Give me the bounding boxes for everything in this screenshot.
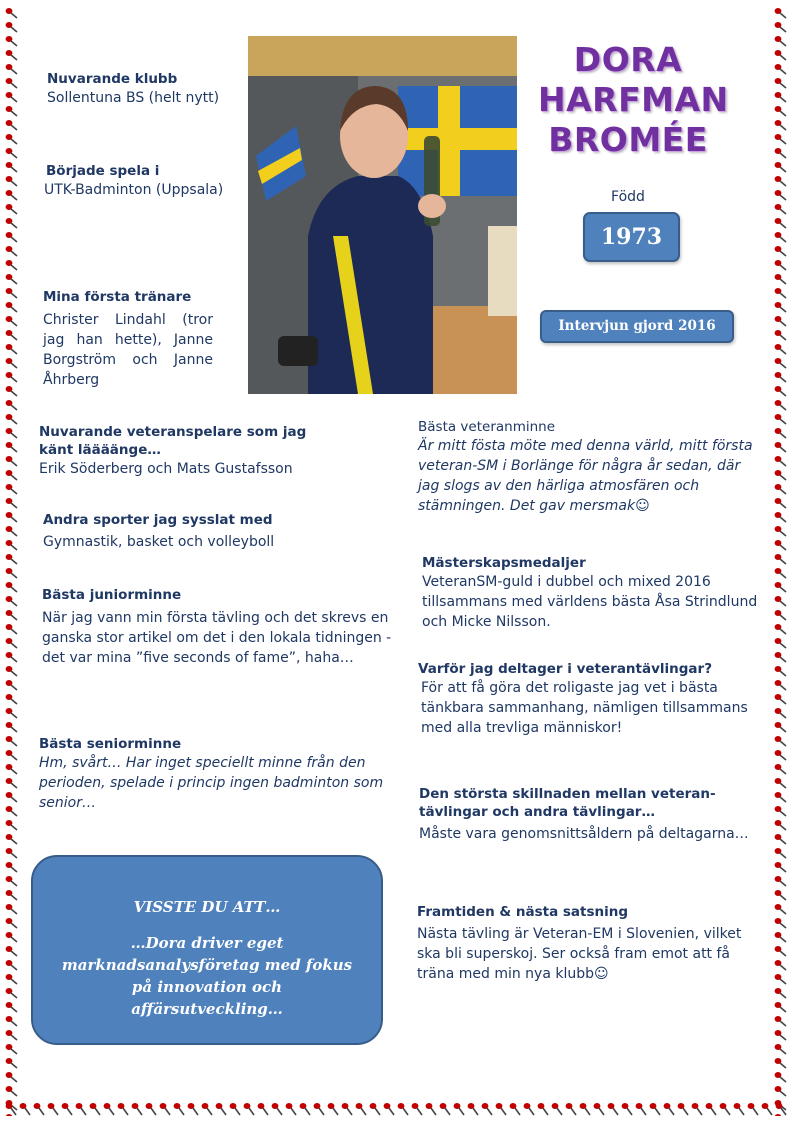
section-started: [46, 162, 226, 200]
section-junior-memory: [42, 586, 392, 668]
person-name: [538, 40, 729, 160]
section-current-club: [47, 70, 227, 108]
section-heading: Framtiden & nästa satsning: [417, 904, 629, 920]
did-you-know-text: …Dora driver eget marknadsanalysföretag med fokus på innovation och affärsutveckling…: [61, 934, 353, 1018]
section-text: UTK-Badminton (Uppsala): [44, 182, 224, 198]
did-you-know-box: [31, 855, 383, 1045]
section-future: [417, 903, 762, 984]
section-text: Sollentuna BS (helt nytt): [47, 90, 220, 106]
section-heading: Mästerskapsmedaljer: [422, 555, 586, 571]
section-why-veteran: [418, 660, 763, 738]
section-text: När jag vann min första tävling och det skrevs en ganska stor artikel om det i den lokala tidningen - det var mina ”five seconds of fame”, haha…: [42, 610, 392, 666]
section-heading: Bästa veteranminne: [418, 419, 556, 435]
section-other-sports: [43, 511, 343, 552]
birth-year-badge: 1973: [583, 212, 680, 262]
section-medals: [422, 554, 767, 632]
section-text: Är mitt fösta möte med denna värld, mitt första veteran-SM i Borlänge för några år sedan, där jag slogs av den härliga atmosfären och stämningen. Det gav mersmak☺: [418, 438, 753, 514]
section-senior-memory: [39, 735, 389, 813]
name-line-3: BROMÉE: [548, 120, 708, 159]
section-text: Hm, svårt… Har inget speciellt minne från den perioden, spelade i princip ingen badminton som senior…: [39, 755, 384, 811]
section-heading: Den största skillnaden mellan veteran-tävlingar och andra tävlingar…: [419, 786, 716, 820]
section-heading: Varför jag deltager i veterantävlingar?: [418, 661, 713, 677]
section-text: Christer Lindahl (tror jag han hette), Janne Borgström och Janne Åhrberg: [43, 312, 213, 388]
section-heading: Andra sporter jag sysslat med: [43, 512, 273, 528]
did-you-know-title: VISSTE DU ATT…: [133, 898, 281, 916]
interview-date-badge: Intervjun gjord 2016: [540, 310, 734, 343]
name-line-1: DORA: [573, 40, 683, 79]
racket-border-left-icon: [4, 6, 20, 1116]
section-text: VeteranSM-guld i dubbel och mixed 2016 tillsammans med världens bästa Åsa Strindlund och Micke Nilsson.: [422, 574, 758, 630]
section-heading: Nuvarande veteranspelare som jag känt läääänge…: [39, 424, 307, 458]
section-heading: Mina första tränare: [43, 289, 192, 305]
racket-border-right-icon: [773, 6, 789, 1116]
section-heading: Nuvarande klubb: [47, 71, 178, 87]
section-heading: Började spela i: [46, 163, 160, 179]
section-veteran-players: [39, 423, 329, 479]
section-text: Måste vara genomsnittsåldern på deltagarna…: [419, 826, 749, 842]
section-text: För att få göra det roligaste jag vet i bästa tänkbara sammanhang, nämligen tillsammans med alla trevliga människor!: [421, 680, 748, 736]
section-difference: [419, 785, 769, 844]
birth-label: Född: [611, 189, 645, 205]
section-text: Gymnastik, basket och volleyboll: [43, 534, 275, 550]
section-heading: Bästa seniorminne: [39, 736, 182, 752]
player-photo: [248, 36, 517, 394]
name-line-2: HARFMAN: [538, 80, 729, 119]
section-text: Nästa tävling är Veteran-EM i Slovenien, vilket ska bli superskoj. Ser också fram emot att få träna med min nya klubb☺: [417, 926, 742, 982]
section-heading: Bästa juniorminne: [42, 587, 182, 603]
section-text: Erik Söderberg och Mats Gustafsson: [39, 461, 293, 477]
section-veteran-memory: [418, 418, 763, 516]
section-coaches: [43, 288, 213, 390]
racket-border-bottom-icon: [4, 1100, 789, 1118]
